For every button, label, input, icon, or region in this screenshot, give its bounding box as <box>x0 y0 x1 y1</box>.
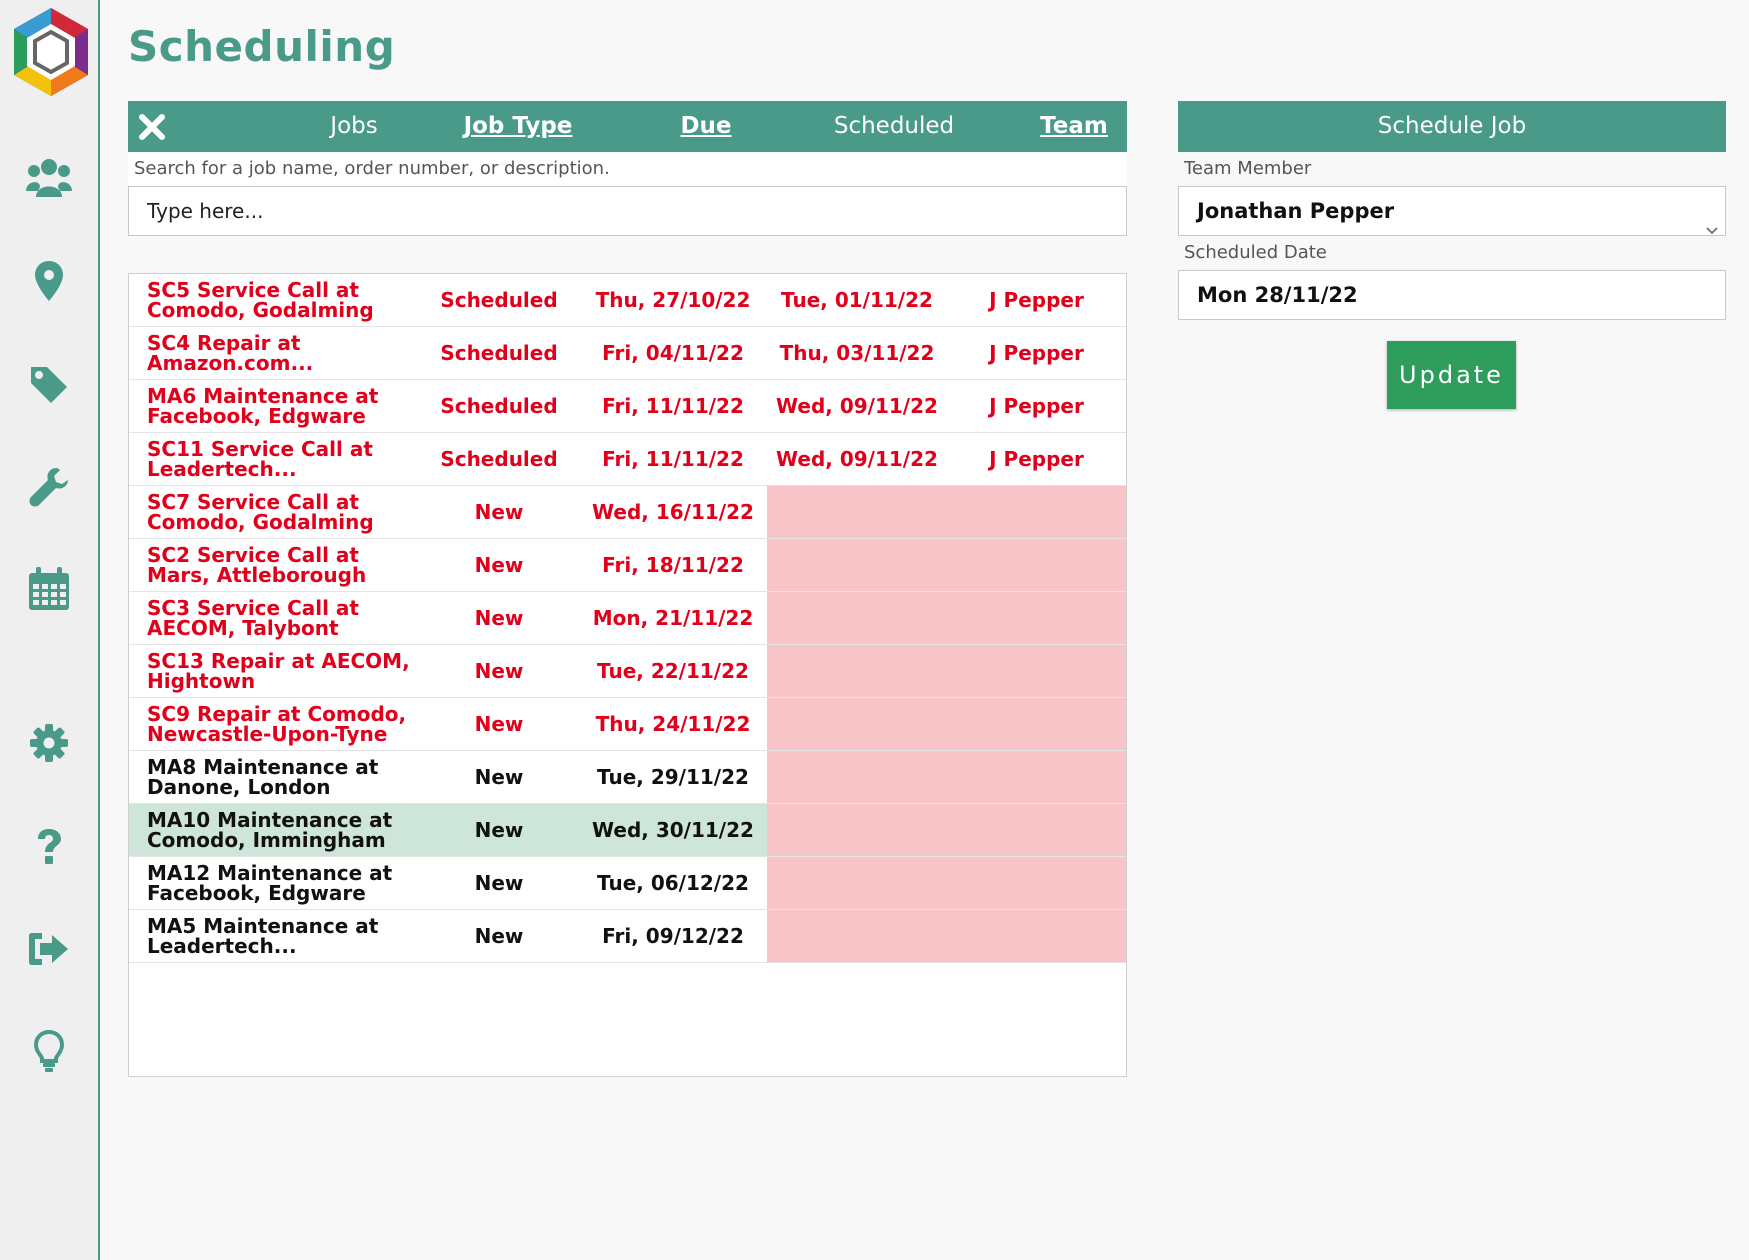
app-logo <box>10 6 92 98</box>
team-member-select[interactable] <box>1178 186 1726 236</box>
due-date-cell: Tue, 22/11/22 <box>597 659 749 683</box>
job-type-cell: Scheduled <box>440 341 558 365</box>
job-type-cell: Scheduled <box>440 288 558 312</box>
due-date-cell: Fri, 18/11/22 <box>602 553 744 577</box>
team-cell: J Pepper <box>989 288 1084 312</box>
team-cell <box>947 857 1126 909</box>
scheduled-date-cell <box>767 539 947 591</box>
team-cell <box>947 910 1126 962</box>
users-icon <box>26 155 72 199</box>
table-row[interactable] <box>129 433 1126 486</box>
team-cell <box>947 486 1126 538</box>
job-type-cell: Scheduled <box>440 394 558 418</box>
header-due[interactable]: Due <box>680 113 732 139</box>
nav-settings[interactable] <box>20 714 78 772</box>
scheduled-date-cell <box>767 751 947 803</box>
due-date-cell: Thu, 27/10/22 <box>595 288 751 312</box>
nav-users[interactable] <box>20 148 78 206</box>
table-row[interactable] <box>129 327 1126 380</box>
table-row[interactable] <box>129 380 1126 433</box>
job-type-cell: New <box>474 924 524 948</box>
team-cell <box>947 645 1126 697</box>
table-row[interactable] <box>129 698 1126 751</box>
team-cell <box>947 751 1126 803</box>
nav-logout[interactable] <box>20 920 78 978</box>
team-cell <box>947 804 1126 856</box>
job-name-cell: SC9 Repair at Comodo, Newcastle-Upon-Tyne <box>147 702 407 746</box>
job-type-cell: New <box>474 712 524 736</box>
location-pin-icon <box>35 261 63 301</box>
job-type-cell: New <box>474 553 524 577</box>
table-row[interactable] <box>129 486 1126 539</box>
job-name-cell: SC13 Repair at AECOM, Hightown <box>147 649 410 693</box>
job-name-cell: MA5 Maintenance at Leadertech... <box>147 914 379 958</box>
nav-tags[interactable] <box>20 356 78 414</box>
table-row[interactable] <box>129 751 1126 804</box>
scheduled-date-cell <box>767 486 947 538</box>
update-button[interactable]: Update <box>1387 341 1516 409</box>
calendar-icon <box>28 567 70 611</box>
job-list <box>128 273 1127 1077</box>
lightbulb-icon <box>34 1030 64 1072</box>
team-member-value: Jonathan Pepper <box>1197 199 1395 223</box>
job-name-cell: MA12 Maintenance at Facebook, Edgware <box>147 861 393 905</box>
due-date-cell: Thu, 24/11/22 <box>595 712 751 736</box>
search-input[interactable] <box>128 186 1127 236</box>
job-name-cell: MA10 Maintenance at Comodo, Immingham <box>147 808 393 852</box>
due-date-cell: Fri, 11/11/22 <box>602 447 744 471</box>
team-cell: J Pepper <box>989 341 1084 365</box>
table-row[interactable] <box>129 645 1126 698</box>
scheduled-date-cell: Tue, 01/11/22 <box>781 288 933 312</box>
table-row[interactable] <box>129 592 1126 645</box>
schedule-job-title: Schedule Job <box>1178 101 1726 152</box>
due-date-cell: Fri, 09/12/22 <box>602 924 744 948</box>
table-row[interactable] <box>129 539 1126 592</box>
scheduled-date-cell: Wed, 09/11/22 <box>776 447 938 471</box>
team-cell: J Pepper <box>989 394 1084 418</box>
job-name-cell: SC2 Service Call at Mars, Attleborough <box>147 543 367 587</box>
due-date-cell: Wed, 16/11/22 <box>592 500 754 524</box>
chevron-down-icon <box>1705 205 1719 215</box>
job-type-cell: New <box>474 871 524 895</box>
scheduled-date-cell <box>767 698 947 750</box>
scheduled-date-cell: Wed, 09/11/22 <box>776 394 938 418</box>
team-cell <box>947 539 1126 591</box>
search-hint: Search for a job name, order number, or description. <box>128 152 1127 186</box>
scheduled-date-cell <box>767 857 947 909</box>
job-name-cell: MA6 Maintenance at Facebook, Edgware <box>147 384 379 428</box>
table-row[interactable] <box>129 804 1126 857</box>
due-date-cell: Wed, 30/11/22 <box>592 818 754 842</box>
scheduled-date-cell <box>767 645 947 697</box>
team-cell <box>947 698 1126 750</box>
job-name-cell: SC11 Service Call at Leadertech... <box>147 437 373 481</box>
due-date-cell: Tue, 29/11/22 <box>597 765 749 789</box>
help-icon <box>35 828 63 866</box>
jobs-table-header <box>128 101 1127 152</box>
jobs-panel <box>128 101 1127 1077</box>
due-date-cell: Mon, 21/11/22 <box>592 606 754 630</box>
header-job-type[interactable]: Job Type <box>463 113 573 139</box>
job-name-cell: SC7 Service Call at Comodo, Godalming <box>147 490 374 534</box>
job-type-cell: New <box>474 606 524 630</box>
job-name-cell: SC3 Service Call at AECOM, Talybont <box>147 596 359 640</box>
nav-tools[interactable] <box>20 458 78 516</box>
schedule-job-panel <box>1178 101 1726 389</box>
scheduled-date-cell <box>767 910 947 962</box>
nav-ideas[interactable] <box>20 1022 78 1080</box>
table-row[interactable] <box>129 857 1126 910</box>
nav-help[interactable] <box>20 818 78 876</box>
due-date-cell: Fri, 11/11/22 <box>602 394 744 418</box>
job-name-cell: SC4 Repair at Amazon.com... <box>147 331 314 375</box>
nav-calendar[interactable] <box>20 560 78 618</box>
logout-icon <box>28 931 70 967</box>
wrench-icon <box>28 466 70 508</box>
table-row[interactable] <box>129 274 1126 327</box>
header-scheduled: Scheduled <box>833 113 955 139</box>
header-jobs: Jobs <box>330 113 378 139</box>
table-row[interactable] <box>129 910 1126 963</box>
scheduled-date-cell: Thu, 03/11/22 <box>779 341 935 365</box>
nav-locations[interactable] <box>20 252 78 310</box>
job-type-cell: New <box>474 765 524 789</box>
team-cell <box>947 592 1126 644</box>
header-team[interactable]: Team <box>1040 113 1108 139</box>
due-date-cell: Fri, 04/11/22 <box>602 341 744 365</box>
job-name-cell: MA8 Maintenance at Danone, London <box>147 755 379 799</box>
scheduled-date-field[interactable]: Mon 28/11/22 <box>1178 270 1726 320</box>
due-date-cell: Tue, 06/12/22 <box>597 871 749 895</box>
team-cell: J Pepper <box>989 447 1084 471</box>
close-icon[interactable] <box>138 113 166 141</box>
tag-icon <box>29 365 69 405</box>
scheduled-date-cell <box>767 804 947 856</box>
job-name-cell: SC5 Service Call at Comodo, Godalming <box>147 278 374 322</box>
job-type-cell: Scheduled <box>440 447 558 471</box>
page-title: Scheduling <box>128 22 396 71</box>
gear-icon <box>29 723 69 763</box>
job-type-cell: New <box>474 500 524 524</box>
sidebar <box>0 0 100 1260</box>
job-type-cell: New <box>474 818 524 842</box>
scheduled-date-cell <box>767 592 947 644</box>
scheduled-date-label: Scheduled Date <box>1184 242 1327 263</box>
job-type-cell: New <box>474 659 524 683</box>
team-member-label: Team Member <box>1184 158 1312 179</box>
